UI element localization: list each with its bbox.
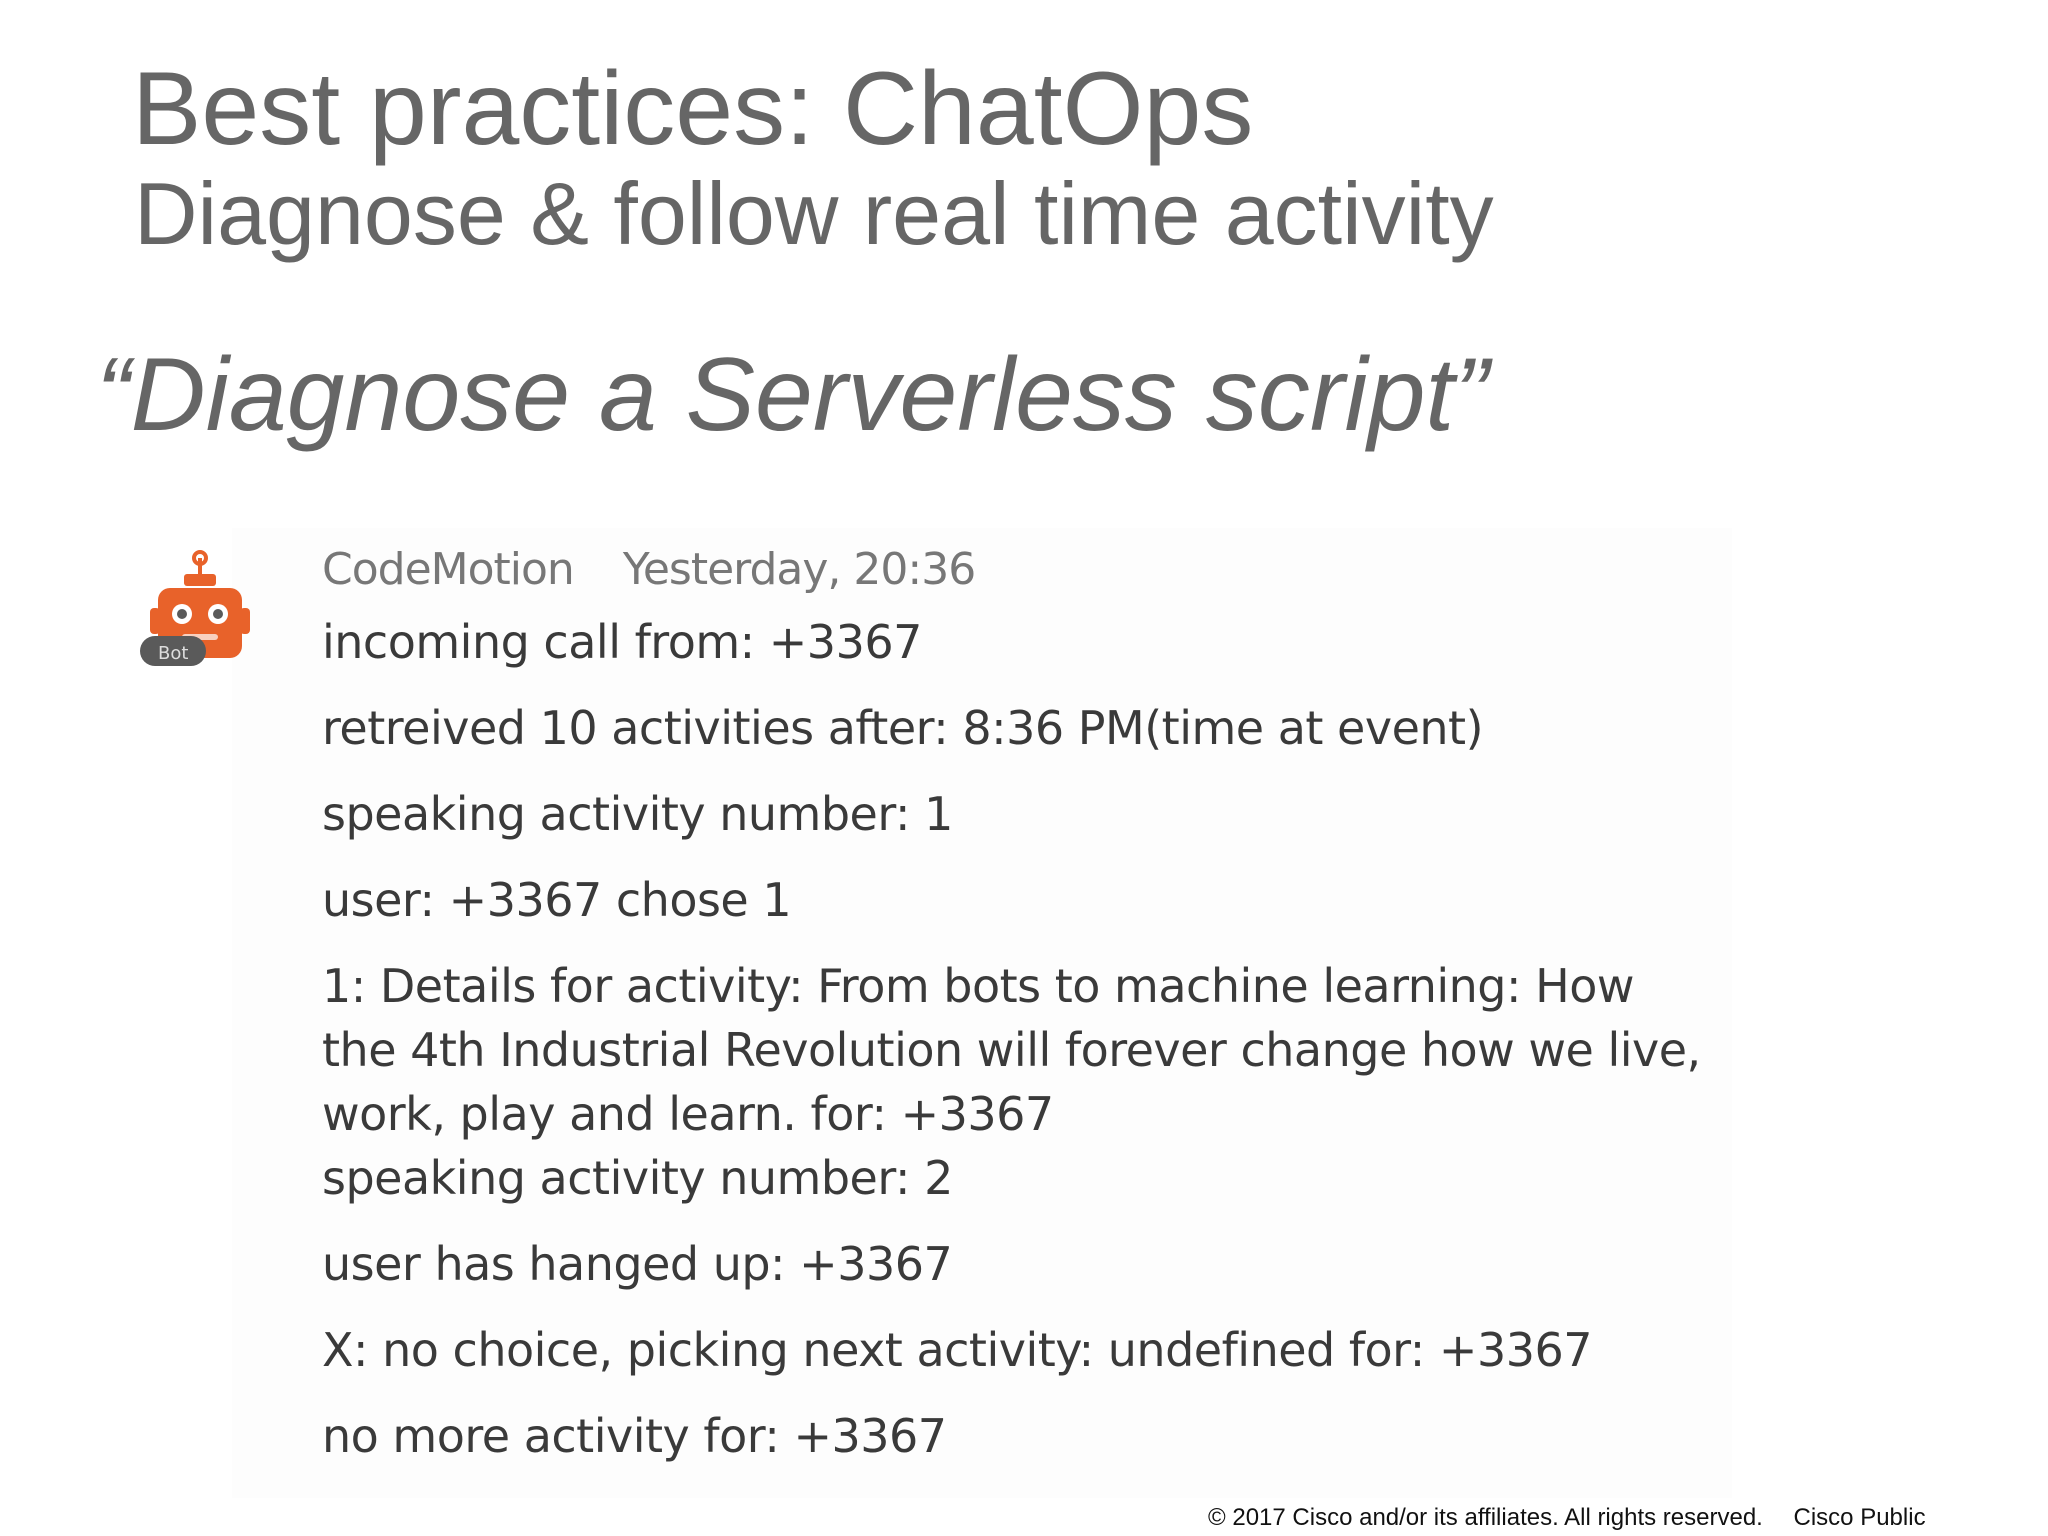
message-line: speaking activity number: 2 [322, 1151, 953, 1205]
bot-badge-label: Bot [158, 643, 189, 664]
message-header [322, 544, 975, 595]
message-line: retreived 10 activities after: 8:36 PM(time at event) [322, 701, 1484, 755]
message-line: 1: Details for activity: From bots to machine learning: How the 4th Industrial Revolution will forever change how we live, work, play and learn. for: +3367 [322, 959, 1701, 1141]
copyright-text: © 2017 Cisco and/or its affiliates. All rights reserved. [1208, 1504, 1763, 1531]
message-timestamp: Yesterday, 20:36 [622, 544, 976, 595]
message-line: incoming call from: +3367 [322, 615, 922, 669]
slide-footer [1208, 1504, 1926, 1532]
slide-quote: “Diagnose a Serverless script” [96, 337, 1489, 453]
message-line: no more activity for: +3367 [322, 1409, 947, 1463]
bot-avatar[interactable] [138, 548, 258, 678]
slide-subtitle: Diagnose & follow real time activity [134, 164, 1494, 263]
message-line: speaking activity number: 1 [322, 787, 953, 841]
classification-text: Cisco Public [1793, 1504, 1926, 1531]
message-line: user: +3367 chose 1 [322, 873, 792, 927]
message-list [322, 610, 1722, 1468]
sender-name[interactable]: CodeMotion [322, 544, 574, 595]
robot-icon [138, 548, 258, 678]
message-line: X: no choice, picking next activity: undefined for: +3367 [322, 1323, 1593, 1377]
message-line: user has hanged up: +3367 [322, 1237, 953, 1291]
slide-title: Best practices: ChatOps [132, 51, 1254, 167]
